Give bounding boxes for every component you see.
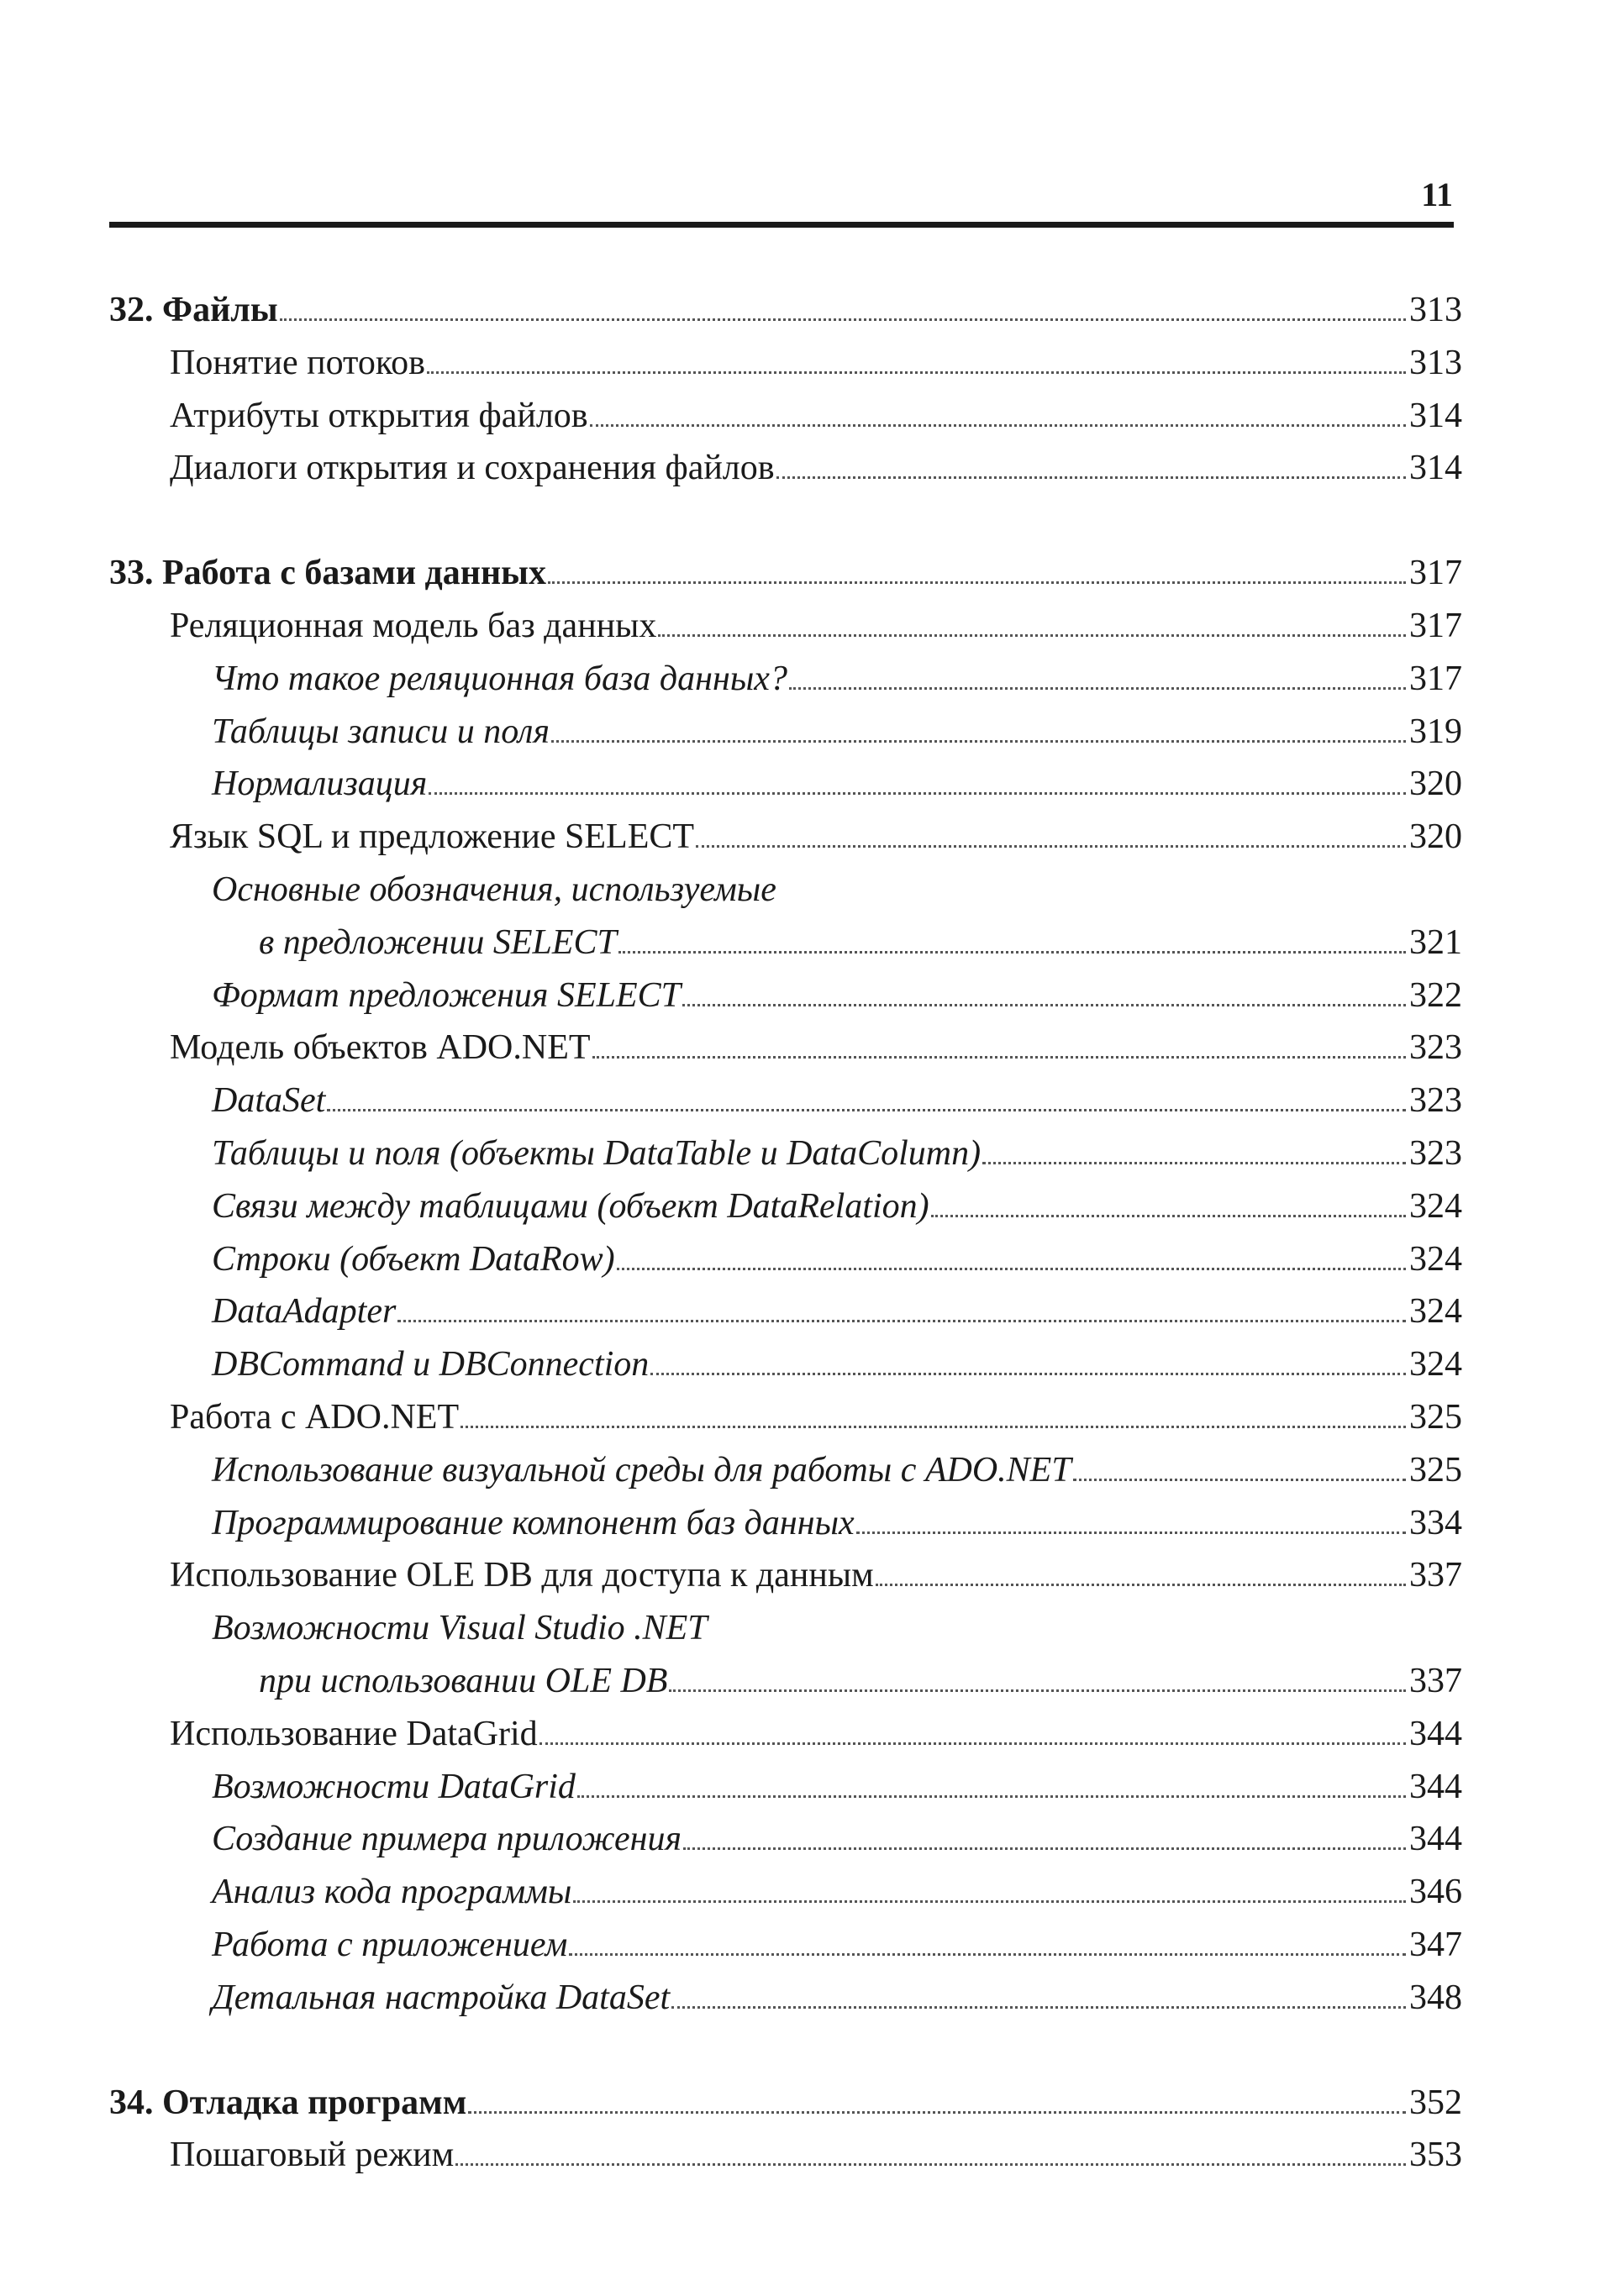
toc-entry-title: Создание примера приложения	[212, 1820, 682, 1859]
toc-entry-page: 323	[1409, 1133, 1462, 1173]
toc-entry-page: 344	[1409, 1714, 1462, 1753]
toc-entry-title: Работа с ADO.NET	[170, 1397, 460, 1437]
toc-entry	[109, 706, 1462, 759]
toc-entry-page: 321	[1409, 922, 1462, 962]
dot-leader	[468, 2111, 1406, 2114]
toc-entry-page: 314	[1409, 396, 1462, 435]
toc-entry-title: Нормализация	[212, 764, 428, 804]
dot-leader	[573, 1900, 1406, 1903]
toc-entry-title: Что такое реляционная база данных?	[212, 659, 787, 698]
toc-entry-page: 348	[1409, 1978, 1462, 2017]
toc-entry-title: Основные обозначения, используемые	[212, 870, 776, 909]
dot-leader	[592, 1056, 1406, 1059]
toc-entry-title: Программирование компонент баз данных	[212, 1503, 855, 1542]
toc-entry	[109, 1444, 1462, 1497]
toc-entry-title: Работа с приложением	[212, 1925, 568, 1964]
dot-leader	[982, 1162, 1406, 1164]
toc-entry-title: Таблицы и поля (объекты DataTable и DataColumn)	[212, 1133, 982, 1173]
toc-entry	[109, 2077, 1462, 2130]
toc-entry-page: 317	[1409, 606, 1462, 645]
dot-leader	[856, 1532, 1406, 1534]
toc-entry-page: 324	[1409, 1239, 1462, 1279]
toc-entry-page: 325	[1409, 1397, 1462, 1437]
toc-entry	[109, 2129, 1462, 2182]
toc-entry	[109, 1074, 1462, 1127]
toc-entry-title: при использовании OLE DB	[259, 1661, 668, 1700]
toc-entry-page: 313	[1409, 343, 1462, 382]
toc-entry	[109, 811, 1462, 864]
toc-entry-title: Детальная настройка DataSet	[212, 1978, 671, 2017]
toc-entry	[109, 547, 1462, 600]
dot-leader	[461, 1426, 1406, 1428]
dot-leader	[569, 1953, 1406, 1956]
dot-leader	[590, 424, 1406, 427]
dot-leader	[683, 1847, 1406, 1850]
dot-leader	[931, 1215, 1406, 1217]
header-rule	[109, 222, 1454, 228]
dot-leader	[669, 1689, 1406, 1692]
toc-entry-title: Использование DataGrid	[170, 1714, 538, 1753]
toc-entry	[109, 758, 1462, 811]
dot-leader	[617, 1268, 1406, 1270]
toc-entry	[109, 1549, 1462, 1602]
toc-entry-title: DataSet	[212, 1081, 326, 1121]
toc-entry-page: 323	[1409, 1028, 1462, 1068]
table-of-contents	[109, 284, 1462, 2182]
toc-entry-page: 317	[1409, 659, 1462, 698]
dot-leader	[682, 1004, 1406, 1006]
toc-entry	[109, 1708, 1462, 1761]
dot-leader	[650, 1373, 1406, 1375]
dot-leader	[696, 845, 1406, 848]
toc-entry	[109, 1180, 1462, 1233]
toc-entry-page: 337	[1409, 1661, 1462, 1700]
dot-leader	[429, 792, 1406, 795]
dot-leader	[1073, 1479, 1406, 1481]
toc-entry	[109, 1338, 1462, 1391]
toc-entry	[109, 969, 1462, 1022]
toc-entry-title: в предложении SELECT	[259, 922, 617, 962]
toc-entry-title: Формат предложения SELECT	[212, 975, 681, 1015]
toc-entry	[109, 442, 1462, 495]
toc-entry-title: Возможности Visual Studio .NET	[212, 1609, 708, 1648]
dot-leader	[548, 581, 1406, 584]
page-number: 11	[1421, 176, 1453, 213]
toc-entry	[109, 1655, 1462, 1708]
toc-entry-page: 353	[1409, 2136, 1462, 2175]
toc-entry-title: Диалоги открытия и сохранения файлов	[170, 449, 775, 488]
toc-entry-page: 324	[1409, 1292, 1462, 1332]
toc-entry-page: 347	[1409, 1925, 1462, 1964]
toc-entry-title: Реляционная модель баз данных	[170, 606, 657, 645]
toc-entry	[109, 600, 1462, 653]
toc-entry-title: Атрибуты открытия файлов	[170, 396, 588, 435]
dot-leader	[671, 2006, 1406, 2009]
dot-leader	[427, 371, 1406, 374]
toc-entry-title: Понятие потоков	[170, 343, 425, 382]
toc-entry	[109, 1813, 1462, 1866]
toc-entry-title: Язык SQL и предложение SELECT	[170, 817, 695, 857]
dot-leader	[539, 1742, 1406, 1745]
dot-leader	[776, 476, 1406, 479]
toc-entry-title: 32. Файлы	[109, 291, 278, 329]
toc-entry	[109, 1602, 1462, 1655]
toc-entry-page: 344	[1409, 1820, 1462, 1859]
toc-entry-page: 352	[1409, 2083, 1462, 2122]
toc-entry-page: 314	[1409, 449, 1462, 488]
toc-entry-page: 320	[1409, 764, 1462, 804]
toc-entry	[109, 1285, 1462, 1338]
toc-entry	[109, 864, 1462, 917]
dot-leader	[789, 687, 1406, 690]
toc-entry-page: 320	[1409, 817, 1462, 857]
toc-entry	[109, 1761, 1462, 1814]
toc-entry	[109, 1497, 1462, 1550]
toc-entry	[109, 917, 1462, 969]
dot-leader	[280, 318, 1406, 321]
dot-leader	[397, 1320, 1406, 1322]
toc-entry-title: 33. Работа с базами данных	[109, 554, 546, 593]
toc-entry-page: 324	[1409, 1186, 1462, 1226]
toc-entry-title: Связи между таблицами (объект DataRelation)	[212, 1186, 929, 1226]
toc-entry-title: DataAdapter	[212, 1292, 397, 1332]
toc-entry	[109, 1866, 1462, 1919]
dot-leader	[455, 2163, 1406, 2166]
toc-entry-page: 344	[1409, 1767, 1462, 1806]
toc-entry-page: 346	[1409, 1873, 1462, 1912]
toc-entry-page: 337	[1409, 1556, 1462, 1595]
toc-entry	[109, 284, 1462, 337]
toc-entry	[109, 1022, 1462, 1074]
toc-entry	[109, 1127, 1462, 1180]
toc-entry-title: Таблицы записи и поля	[212, 712, 550, 751]
dot-leader	[876, 1584, 1406, 1586]
toc-entry-title: DBCommand и DBConnection	[212, 1345, 650, 1384]
toc-entry	[109, 390, 1462, 443]
toc-entry-page: 322	[1409, 975, 1462, 1015]
dot-leader	[551, 740, 1406, 743]
dot-leader	[577, 1795, 1406, 1798]
toc-entry-page: 324	[1409, 1345, 1462, 1384]
toc-entry	[109, 1919, 1462, 1972]
toc-entry-title: Пошаговый режим	[170, 2136, 455, 2175]
toc-entry-page: 317	[1409, 554, 1462, 593]
toc-entry	[109, 1972, 1462, 2025]
toc-entry-title: Возможности DataGrid	[212, 1767, 576, 1806]
toc-entry-title: Модель объектов ADO.NET	[170, 1028, 591, 1068]
toc-entry-title: 34. Отладка программ	[109, 2083, 467, 2122]
toc-entry-title: Строки (объект DataRow)	[212, 1239, 615, 1279]
toc-entry-page: 323	[1409, 1081, 1462, 1121]
toc-entry-title: Использование OLE DB для доступа к данным	[170, 1556, 874, 1595]
toc-entry	[109, 1233, 1462, 1286]
toc-entry	[109, 1391, 1462, 1444]
toc-entry-page: 313	[1409, 291, 1462, 329]
toc-entry	[109, 337, 1462, 390]
dot-leader	[618, 951, 1406, 954]
toc-entry-title: Использование визуальной среды для работы с ADO.NET	[212, 1450, 1071, 1490]
dot-leader	[658, 634, 1406, 637]
toc-entry-page: 334	[1409, 1503, 1462, 1542]
dot-leader	[327, 1109, 1406, 1111]
toc-entry-page: 319	[1409, 712, 1462, 751]
toc-entry	[109, 653, 1462, 706]
toc-entry-title: Анализ кода программы	[212, 1873, 572, 1912]
toc-entry-page: 325	[1409, 1450, 1462, 1490]
